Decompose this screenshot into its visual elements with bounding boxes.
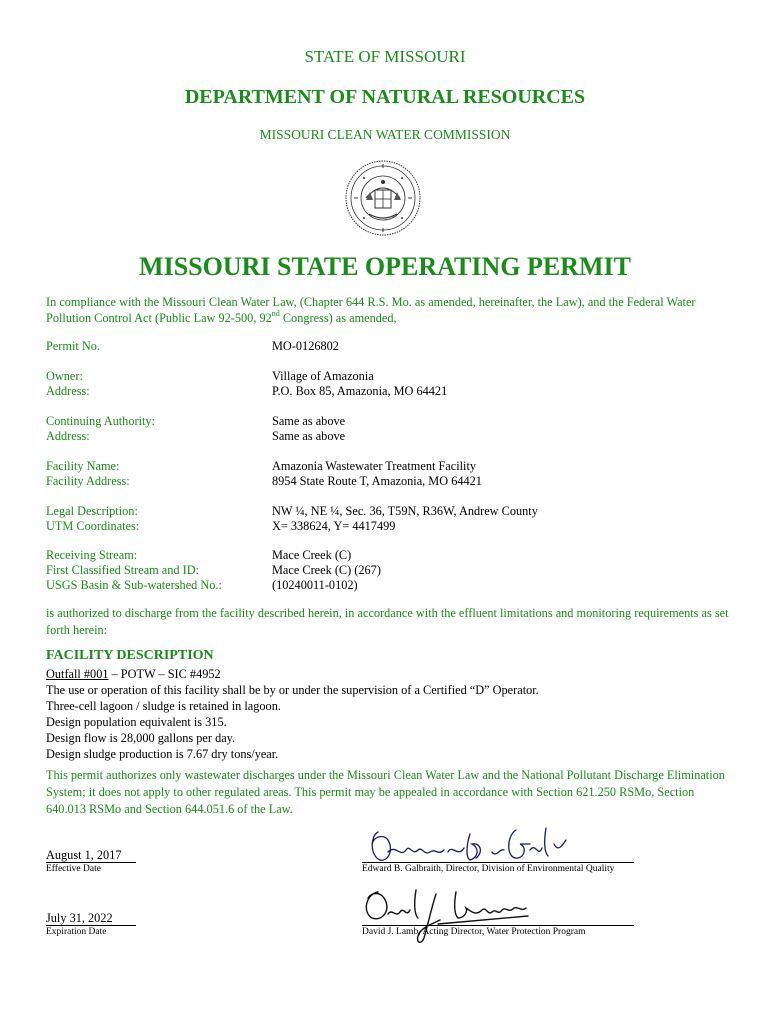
legal-description-label: Legal Description: <box>46 504 138 518</box>
facility-address-label: Facility Address: <box>46 474 130 488</box>
permit-title: MISSOURI STATE OPERATING PERMIT <box>139 252 631 281</box>
usgs-value: (10240011-0102) <box>272 578 358 592</box>
intro-text: In compliance with the Missouri Clean Water Law, (Chapter 644 R.S. Mo. as amended, hereinafter, the Law), and the Federal Water Pollution Control Act (Public Law 92-500, 92 <box>46 295 696 325</box>
facility-description-heading: FACILITY DESCRIPTION <box>46 648 214 663</box>
owner-address-label: Address: <box>46 384 90 398</box>
facility-address-value: 8954 State Route T, Amazonia, MO 64421 <box>272 474 482 488</box>
signature-line-2 <box>362 925 634 926</box>
signer2-title: David J. Lamb, Acting Director, Water Protection Program <box>362 927 586 937</box>
owner-value: Village of Amazonia <box>272 369 374 383</box>
permit-no-label: Permit No. <box>46 339 100 353</box>
intro-text-end: Congress) as amended, <box>279 311 397 325</box>
effective-date-label: Effective Date <box>46 864 101 874</box>
expiration-date-line <box>46 925 136 926</box>
receiving-stream-label: Receiving Stream: <box>46 548 138 562</box>
first-classified-label: First Classified Stream and ID: <box>46 563 200 577</box>
utm-label: UTM Coordinates: <box>46 519 140 533</box>
effective-date: August 1, 2017 <box>46 848 122 862</box>
expiration-date: July 31, 2022 <box>46 911 113 925</box>
expiration-date-label: Expiration Date <box>46 927 107 937</box>
lamb-signature-icon <box>358 884 538 950</box>
description-line: Three-cell lagoon / sludge is retained in lagoon. <box>46 699 281 713</box>
facility-name-value: Amazonia Wastewater Treatment Facility <box>272 459 477 473</box>
description-line: The use or operation of this facility shall be by or under the supervision of a Certified “D” Operator. <box>46 683 539 697</box>
state-heading: STATE OF MISSOURI <box>304 47 466 66</box>
outfall-id: Outfall #001 <box>46 667 109 681</box>
description-line: Design flow is 28,000 gallons per day. <box>46 731 236 745</box>
legal-description-value: NW ¼, NE ¼, Sec. 36, T59N, R36W, Andrew County <box>272 504 538 518</box>
description-line: Design sludge production is 7.67 dry tons/year. <box>46 747 279 761</box>
outfall-details: – POTW – SIC #4952 <box>108 667 221 681</box>
ca-address-value: Same as above <box>272 429 346 443</box>
compliance-statement <box>46 294 726 326</box>
usgs-label: USGS Basin & Sub-watershed No.: <box>46 578 222 592</box>
outfall-line <box>46 666 736 682</box>
facility-description-body <box>46 666 736 762</box>
department-heading: DEPARTMENT OF NATURAL RESOURCES <box>184 86 586 108</box>
facility-name-label: Facility Name: <box>46 459 120 473</box>
continuing-authority-label: Continuing Authority: <box>46 414 155 428</box>
permit-no-value: MO-0126802 <box>272 339 339 353</box>
effective-date-line <box>46 862 136 863</box>
owner-address-value: P.O. Box 85, Amazonia, MO 64421 <box>272 384 448 398</box>
receiving-stream-value: Mace Creek (C) <box>272 548 352 562</box>
permit-notice: This permit authorizes only wastewater discharges under the Missouri Clean Water Law and the National Pollutant Discharge Elimination System; it does not apply to other regulated areas. This permit may be appealed in accordance with Section 621.250 RSMo, Section 640.013 RSMo and Section 644.051.6 of the Law. <box>46 768 725 816</box>
owner-label: Owner: <box>46 369 83 383</box>
first-classified-value: Mace Creek (C) (267) <box>272 563 381 577</box>
commission-heading: MISSOURI CLEAN WATER COMMISSION <box>259 127 511 142</box>
intro-superscript: nd <box>271 309 280 318</box>
signature-line-1 <box>362 862 634 863</box>
authorization-statement: is authorized to discharge from the facility described herein, in accordance with the effluent limitations and monitoring requirements as set forth herein: <box>46 606 729 637</box>
missouri-state-seal-icon <box>344 158 422 238</box>
signer1-title: Edward B. Galbraith, Director, Division of Environmental Quality <box>362 864 615 874</box>
description-line: Design population equivalent is 315. <box>46 715 227 729</box>
continuing-authority-value: Same as above <box>272 414 346 428</box>
ca-address-label: Address: <box>46 429 90 443</box>
utm-value: X= 338624, Y= 4417499 <box>272 519 396 533</box>
